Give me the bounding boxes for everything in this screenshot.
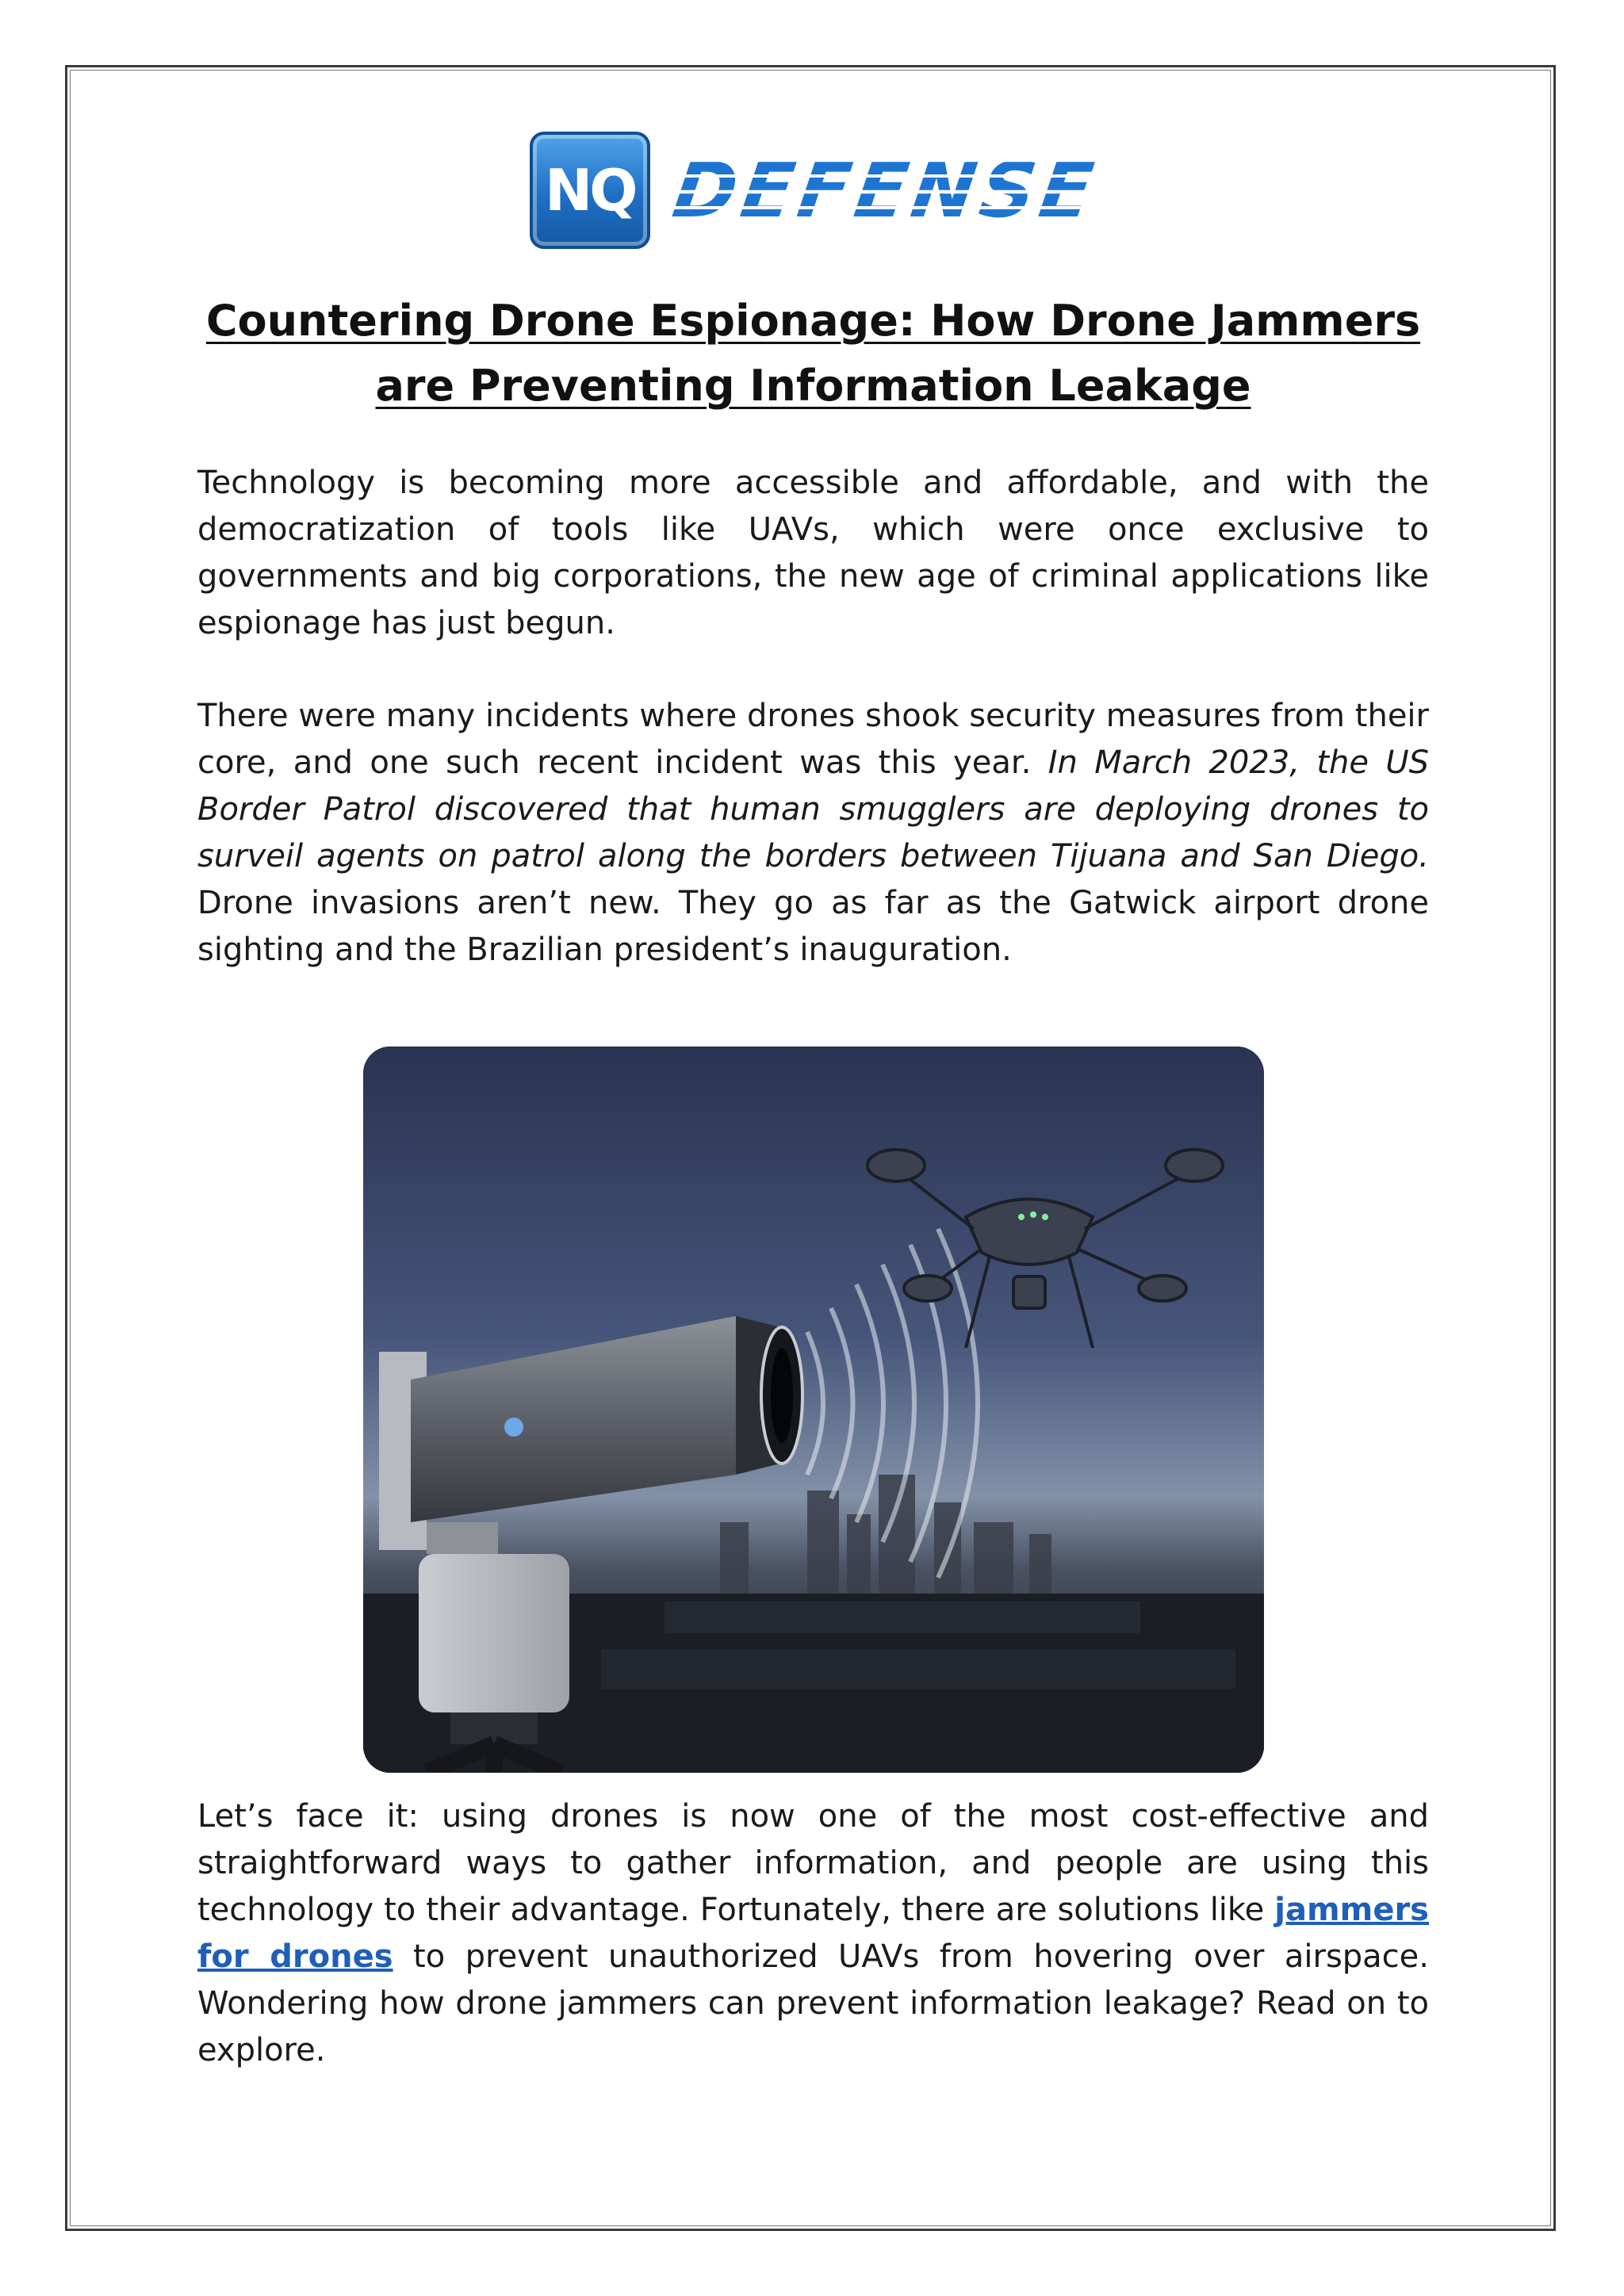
intro-paragraph: Technology is becoming more accessible and affordable, and with the democratization of tools like UAVs, which were once exclusive to governments and big corporations, the new age of criminal applications like espionage has just begun. <box>197 465 1429 641</box>
logo-wordmark: DEFENSE <box>667 146 1104 235</box>
incidents-paragraph <box>197 693 1429 974</box>
border-patrol-quote: In March 2023, the US Border Patrol discovered that human smugglers are deploying drones to surveil agents on patrol along the borders between Tijuana and San Diego. <box>197 744 1430 874</box>
solutions-text-start: Let’s face it: using drones is now one of the most cost-effective and straightforward ways to gather information, and people are using this technology to their advantage. Fortunately, there are solutions like <box>197 1798 1429 1928</box>
document-body <box>197 127 1429 2074</box>
solutions-text-end: to prevent unauthorized UAVs from hovering over airspace. Wondering how drone jammers can prevent information leakage? Read on to explore. <box>197 1938 1429 2068</box>
document-title: Countering Drone Espionage: How Drone Jammers are Preventing Information Leakage <box>205 296 1421 411</box>
incidents-text-start: There were many incidents where drones shook security measures from their core, and one such recent incident was this year. <box>197 698 1429 781</box>
nq-defense-logo <box>197 127 1429 254</box>
incidents-text-end: Drone invasions aren’t new. They go as far as the Gatwick airport drone sighting and the Brazilian president’s inauguration. <box>197 885 1429 968</box>
logo-badge <box>530 132 650 249</box>
jammers-for-drones-link[interactable]: jammers for drones <box>197 1892 1429 1975</box>
solutions-paragraph <box>197 1793 1429 2074</box>
logo-badge-text: NQ <box>545 157 635 224</box>
drone-jammer-photo <box>363 1047 1264 1773</box>
